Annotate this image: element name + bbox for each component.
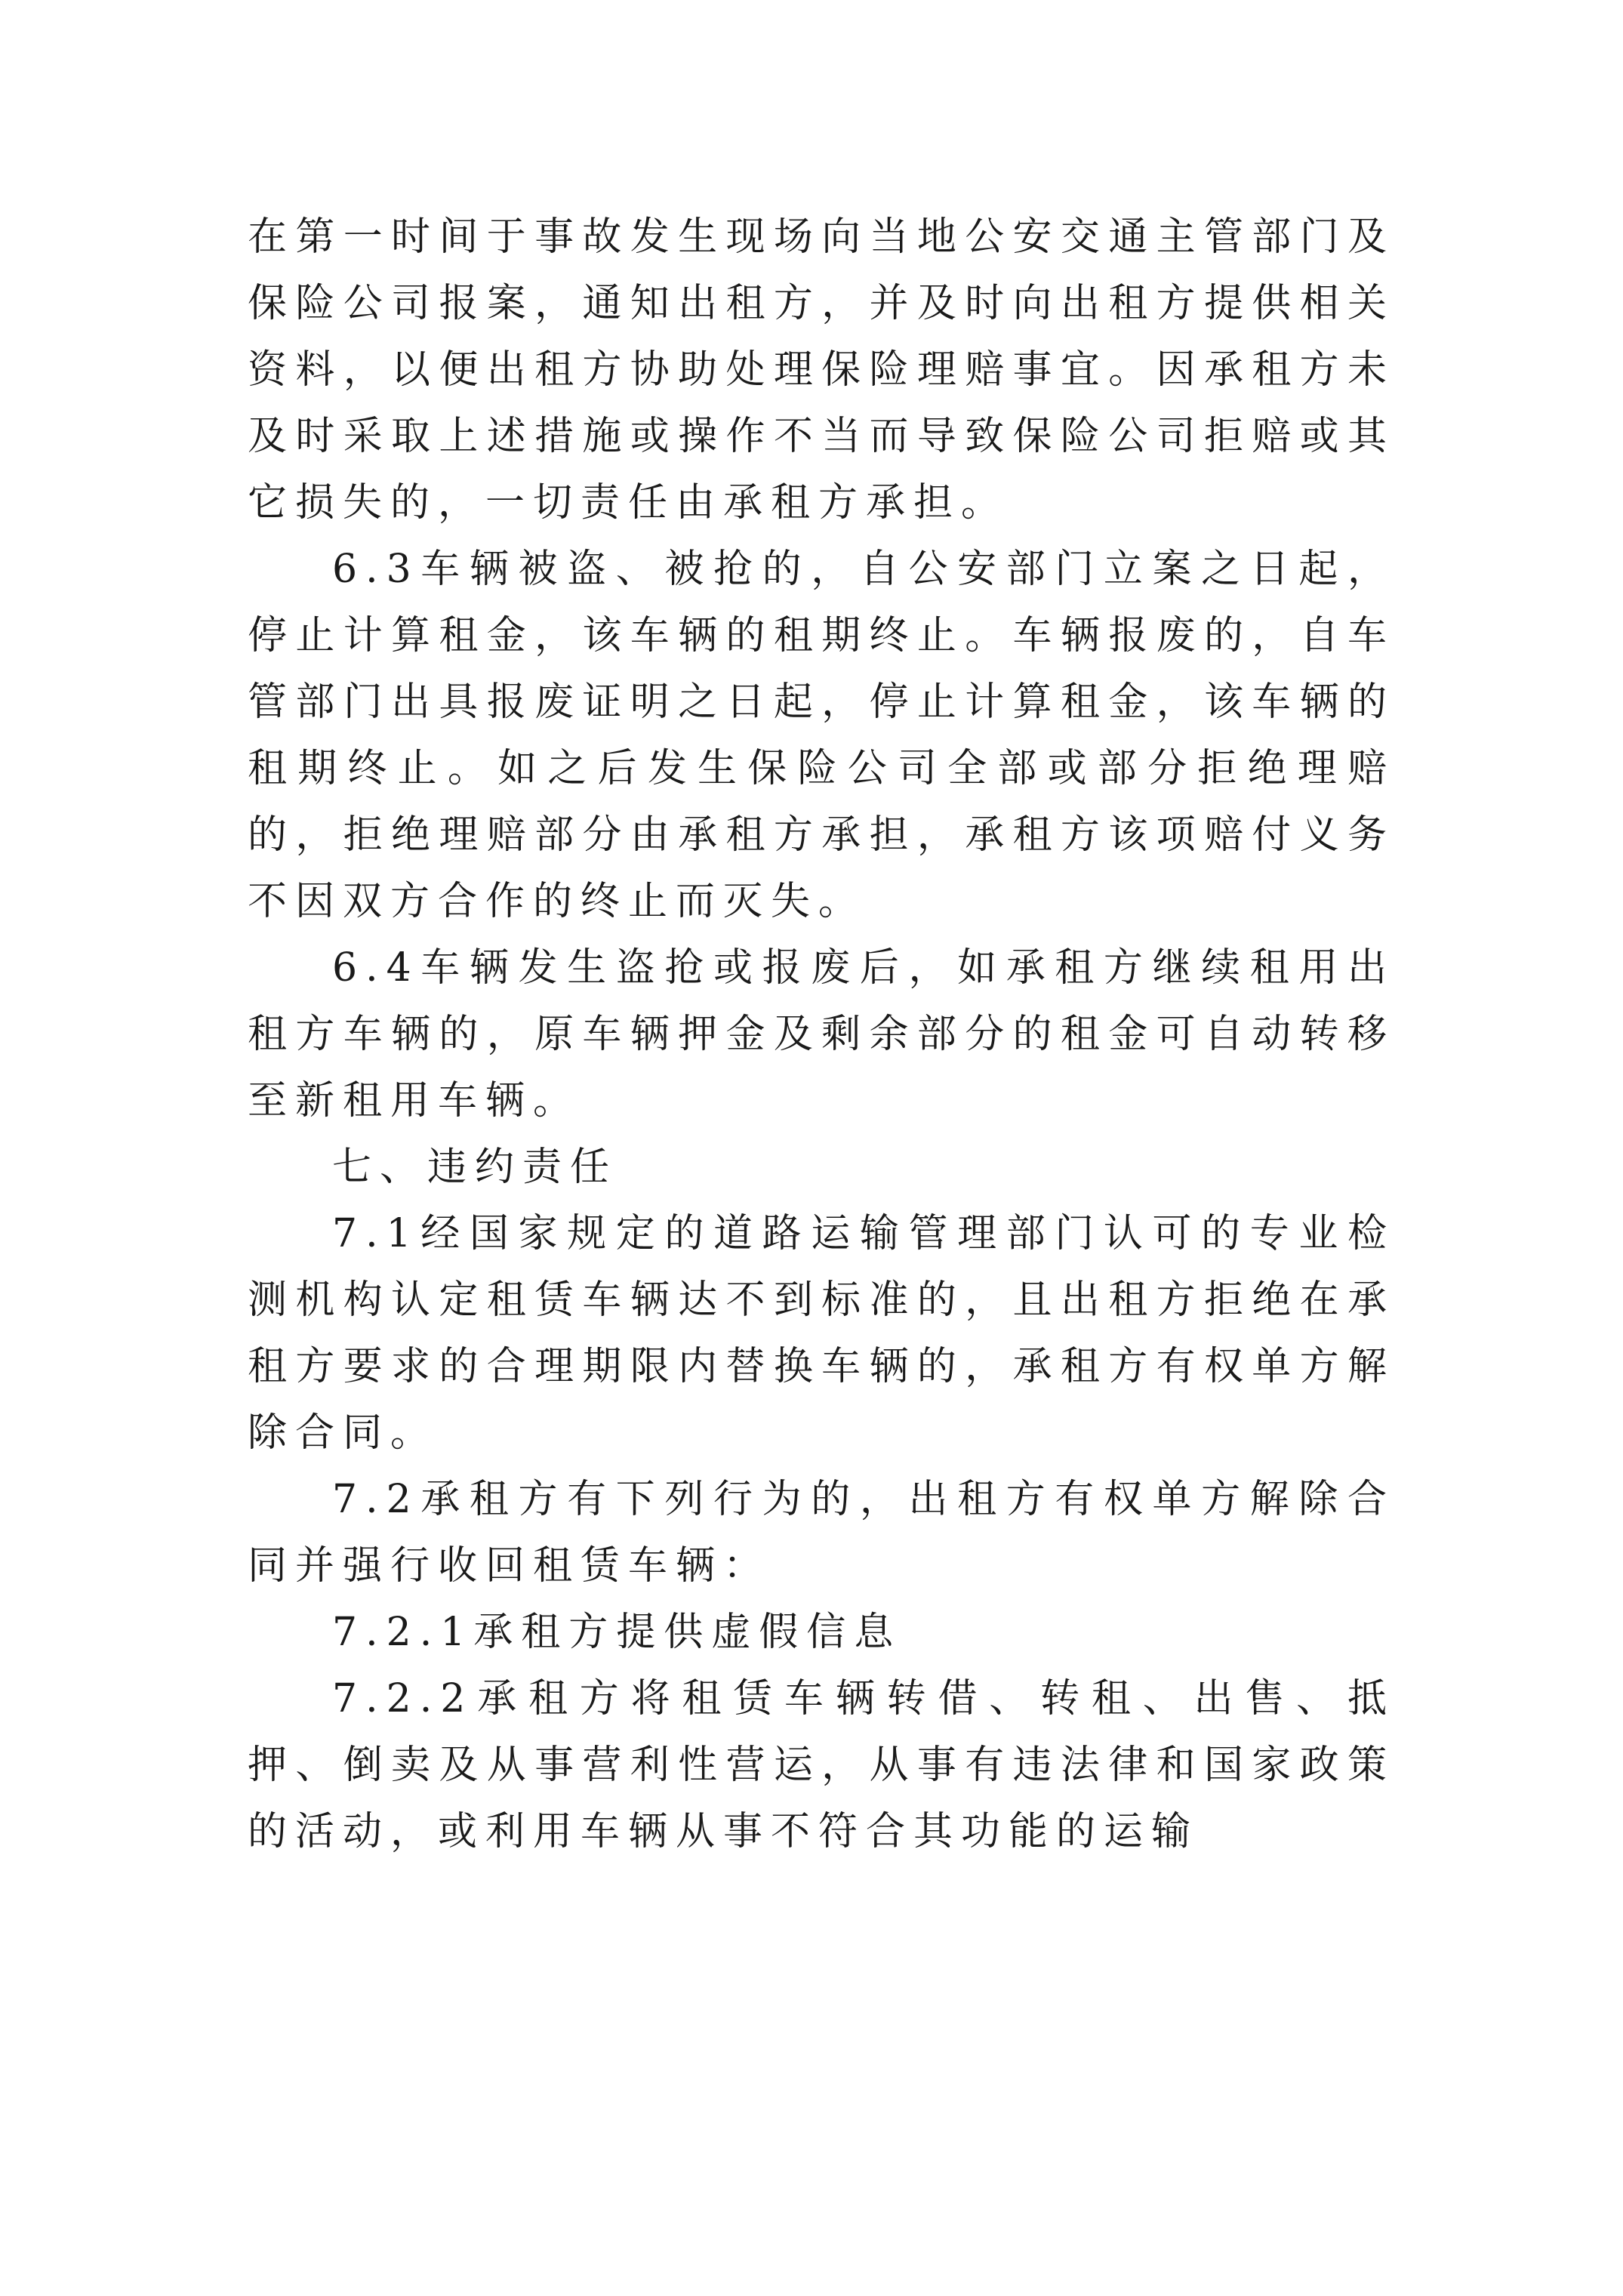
section-heading-breach-liability: 七、违约责任 <box>332 1145 618 1190</box>
paragraph-7-2: 7.2承租方有下列行为的，出租方有权单方解除合同并强行收回租赁车辆： <box>248 1477 1395 1589</box>
paragraph-accident-report: 在第一时间于事故发生现场向当地公安交通主管部门及保险公司报案，通知出租方，并及时向出租方提供相关资料，以便出租方协助处理保险理赔事宜。因承租方未及时采取上述措施或操作不当而导致保险公司拒赔或其它损失的，一切责任由承租方承担。 <box>248 214 1395 525</box>
document-body <box>248 204 1395 1865</box>
paragraph-6-3: 6.3车辆被盗、被抢的，自公安部门立案之日起，停止计算租金，该车辆的租期终止。车辆报废的，自车管部门出具报废证明之日起，停止计算租金，该车辆的租期终止。如之后发生保险公司全部或部分拒绝理赔的，拒绝理赔部分由承租方承担，承租方该项赔付义务不因双方合作的终止而灭失。 <box>248 547 1395 924</box>
paragraph-7-1: 7.1经国家规定的道路运输管理部门认可的专业检测机构认定租赁车辆达不到标准的，且出租方拒绝在承租方要求的合理期限内替换车辆的，承租方有权单方解除合同。 <box>248 1211 1395 1456</box>
paragraph-7-2-1: 7.2.1承租方提供虚假信息 <box>332 1610 902 1655</box>
paragraph-6-4: 6.4车辆发生盗抢或报废后，如承租方继续租用出租方车辆的，原车辆押金及剩余部分的租金可自动转移至新租用车辆。 <box>248 945 1395 1123</box>
paragraph-7-2-2: 7.2.2承租方将租赁车辆转借、转租、出售、抵押、倒卖及从事营利性营运，从事有违法律和国家政策的活动，或利用车辆从事不符合其功能的运输 <box>248 1676 1395 1854</box>
